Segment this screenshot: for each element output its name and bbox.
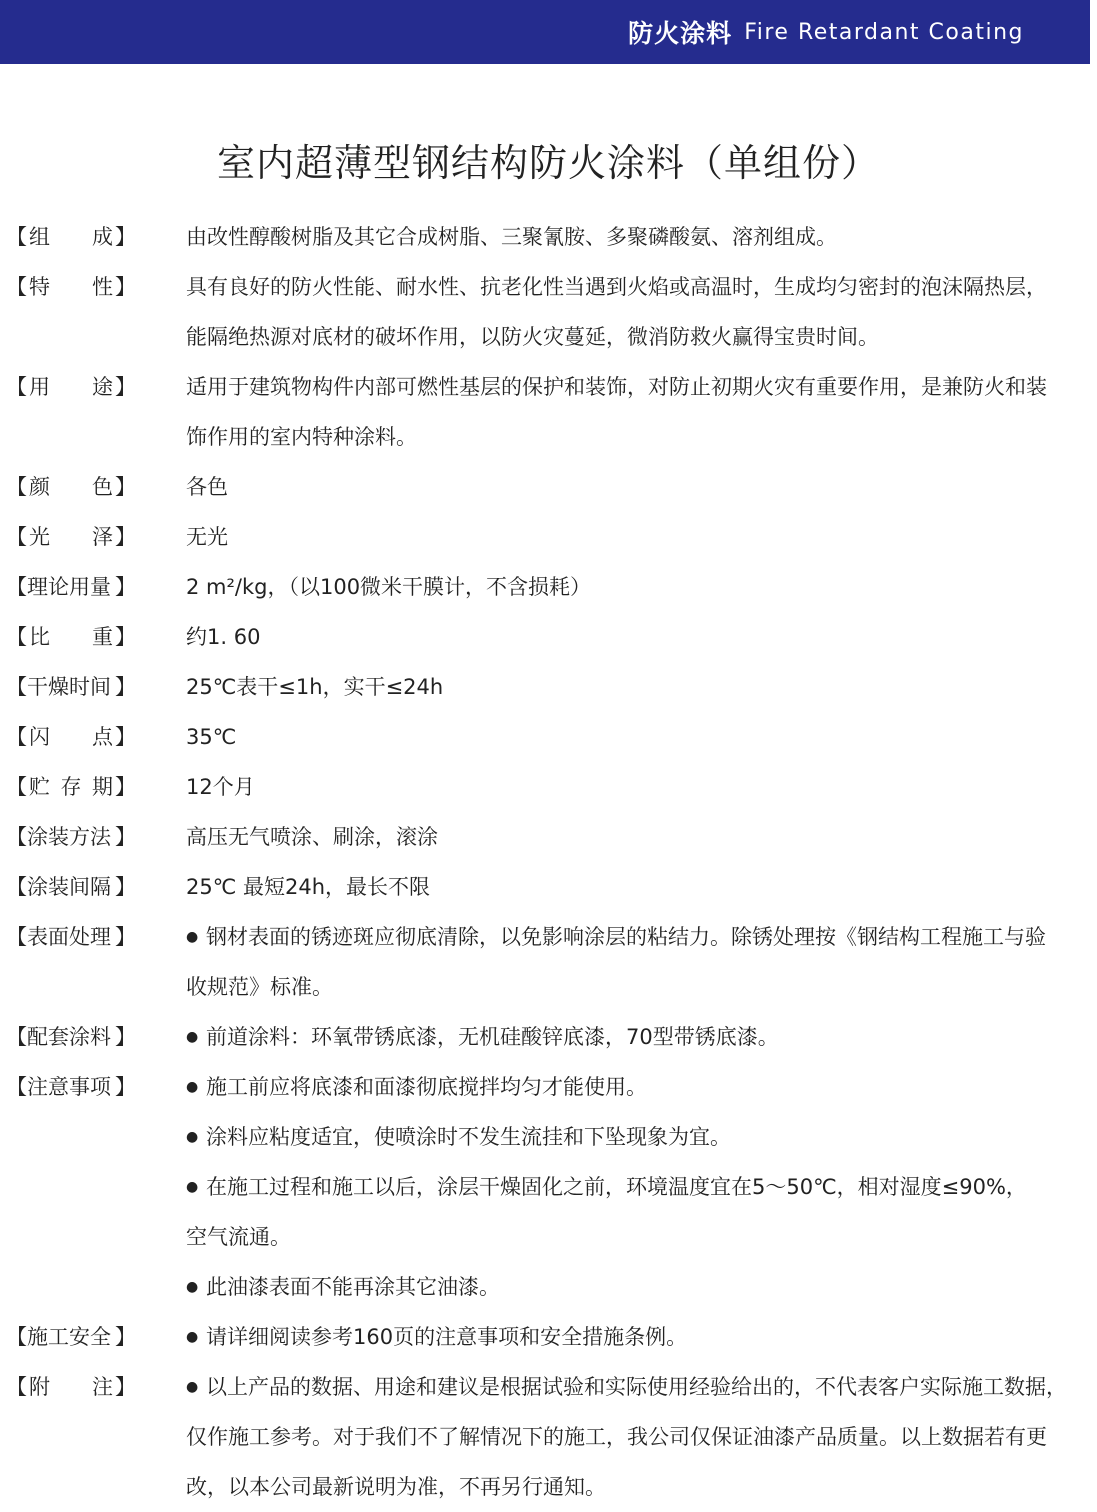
spec-label	[6, 712, 136, 762]
spec-line	[0, 612, 1097, 662]
spec-bullet-text: ● 钢材表面的锈迹斑应彻底清除，以免影响涂层的粘结力。除锈处理按《钢结构工程施工与验	[186, 912, 1093, 962]
label-text: 注意事项	[27, 1075, 111, 1099]
spec-label	[6, 212, 136, 262]
spec-bullet-text: 仅作施工参考。对于我们不了解情况下的施工，我公司仅保证油漆产品质量。以上数据若有更	[186, 1425, 1047, 1449]
label-text: 比 重	[29, 625, 113, 649]
spec-label	[6, 1312, 136, 1362]
label-open-bracket: 【	[6, 825, 27, 849]
page-title: 室内超薄型钢结构防火涂料（单组份）	[216, 141, 880, 185]
spec-value: 2 m²/kg，（以100微米干膜计，不含损耗）	[186, 575, 592, 599]
label-close-bracket: 】	[115, 875, 136, 899]
spec-line	[0, 662, 1097, 712]
spec-line	[0, 412, 1097, 462]
spec-label	[6, 762, 136, 812]
spec-line	[0, 1462, 1097, 1512]
spec-value: 具有良好的防火性能、耐水性、抗老化性当遇到火焰或高温时，生成均匀密封的泡沫隔热层，	[186, 275, 1047, 299]
spec-value: 由改性醇酸树脂及其它合成树脂、三聚氰胺、多聚磷酸氨、溶剂组成。	[186, 225, 837, 249]
spec-line	[0, 1312, 1097, 1362]
label-close-bracket: 】	[115, 575, 136, 599]
spec-value: 12个月	[186, 775, 255, 799]
spec-bullet-text: ● 以上产品的数据、用途和建议是根据试验和实际使用经验给出的，不代表客户实际施工数据，	[186, 1362, 1093, 1412]
spec-bullet-text: 空气流通。	[186, 1225, 291, 1249]
spec-label	[6, 612, 136, 662]
spec-line	[0, 1412, 1097, 1462]
label-close-bracket: 】	[115, 1025, 136, 1049]
spec-line	[0, 312, 1097, 362]
spec-line	[0, 762, 1097, 812]
header-title-cn: 防火涂料	[628, 19, 733, 48]
label-text: 贮 存 期	[29, 775, 113, 799]
spec-line	[0, 462, 1097, 512]
spec-line	[0, 262, 1097, 312]
label-text: 附 注	[29, 1375, 113, 1399]
label-open-bracket: 【	[6, 525, 27, 549]
label-close-bracket: 】	[115, 475, 136, 499]
spec-value: 高压无气喷涂、刷涂，滚涂	[186, 825, 438, 849]
label-open-bracket: 【	[6, 225, 27, 249]
spec-label	[6, 812, 136, 862]
label-close-bracket: 】	[115, 525, 136, 549]
spec-value: 25℃表干≤1h，实干≤24h	[186, 675, 444, 699]
label-open-bracket: 【	[6, 925, 27, 949]
spec-line	[0, 1062, 1097, 1112]
bullet-icon: ●	[186, 1029, 199, 1045]
spec-line	[0, 1012, 1097, 1062]
label-open-bracket: 【	[6, 1075, 27, 1099]
label-text: 用 途	[29, 375, 113, 399]
spec-line	[0, 1212, 1097, 1262]
spec-label	[6, 1012, 136, 1062]
spec-label	[6, 1362, 136, 1412]
label-open-bracket: 【	[6, 675, 27, 699]
label-text: 组 成	[29, 225, 113, 249]
label-text: 颜 色	[29, 475, 113, 499]
spec-bullet-text: ● 施工前应将底漆和面漆彻底搅拌均匀才能使用。	[186, 1062, 1093, 1112]
label-open-bracket: 【	[6, 475, 27, 499]
spec-line	[0, 862, 1097, 912]
spec-label	[6, 462, 136, 512]
label-open-bracket: 【	[6, 725, 27, 749]
bullet-icon: ●	[186, 1379, 199, 1395]
label-close-bracket: 】	[115, 225, 136, 249]
label-open-bracket: 【	[6, 375, 27, 399]
bullet-icon: ●	[186, 1329, 199, 1345]
spec-bullet-text: 改，以本公司最新说明为准，不再另行通知。	[186, 1475, 606, 1499]
spec-line	[0, 1112, 1097, 1162]
label-open-bracket: 【	[6, 775, 27, 799]
header-bar	[0, 0, 1090, 64]
label-open-bracket: 【	[6, 275, 27, 299]
header-title-en: Fire Retardant Coating	[744, 19, 1024, 45]
label-open-bracket: 【	[6, 1025, 27, 1049]
label-close-bracket: 】	[115, 275, 136, 299]
label-open-bracket: 【	[6, 625, 27, 649]
spec-line	[0, 712, 1097, 762]
label-close-bracket: 】	[115, 925, 136, 949]
bullet-icon: ●	[186, 1079, 199, 1095]
spec-line	[0, 912, 1097, 962]
label-close-bracket: 】	[115, 625, 136, 649]
bullet-icon: ●	[186, 929, 199, 945]
spec-bullet-text: ● 在施工过程和施工以后，涂层干燥固化之前，环境温度宜在5～50℃，相对湿度≤90%，	[186, 1162, 1093, 1212]
bullet-icon: ●	[186, 1279, 199, 1295]
spec-bullet-text: 收规范》标准。	[186, 975, 333, 999]
spec-value: 约1. 60	[186, 625, 261, 649]
spec-bullet-text: ● 此油漆表面不能再涂其它油漆。	[186, 1262, 1093, 1312]
bullet-icon: ●	[186, 1179, 199, 1195]
label-close-bracket: 】	[115, 1375, 136, 1399]
spec-bullet-text: ● 前道涂料：环氧带锈底漆，无机硅酸锌底漆，70型带锈底漆。	[186, 1012, 1093, 1062]
spec-line	[0, 1162, 1097, 1212]
spec-label	[6, 362, 136, 412]
label-open-bracket: 【	[6, 1375, 27, 1399]
spec-label	[6, 562, 136, 612]
label-text: 光 泽	[29, 525, 113, 549]
label-text: 表面处理	[27, 925, 111, 949]
label-text: 理论用量	[27, 575, 111, 599]
spec-value: 适用于建筑物构件内部可燃性基层的保护和装饰，对防止初期火灾有重要作用，是兼防火和装	[186, 375, 1047, 399]
label-open-bracket: 【	[6, 575, 27, 599]
spec-value: 35℃	[186, 725, 237, 749]
label-text: 涂装间隔	[27, 875, 111, 899]
label-close-bracket: 】	[115, 1325, 136, 1349]
label-close-bracket: 】	[115, 1075, 136, 1099]
label-text: 闪 点	[29, 725, 113, 749]
label-close-bracket: 】	[115, 825, 136, 849]
spec-value: 能隔绝热源对底材的破坏作用，以防火灾蔓延，微消防救火赢得宝贵时间。	[186, 325, 879, 349]
spec-label	[6, 912, 136, 962]
label-open-bracket: 【	[6, 875, 27, 899]
label-text: 涂装方法	[27, 825, 111, 849]
spec-label	[6, 862, 136, 912]
label-text: 施工安全	[27, 1325, 111, 1349]
spec-label	[6, 262, 136, 312]
spec-line	[0, 212, 1097, 262]
spec-line	[0, 812, 1097, 862]
label-close-bracket: 】	[115, 775, 136, 799]
spec-line	[0, 512, 1097, 562]
bullet-icon: ●	[186, 1129, 199, 1145]
label-text: 特 性	[29, 275, 113, 299]
label-text: 配套涂料	[27, 1025, 111, 1049]
spec-list	[0, 212, 1097, 1512]
spec-label	[6, 512, 136, 562]
spec-value: 25℃ 最短24h，最长不限	[186, 875, 431, 899]
spec-line	[0, 1362, 1097, 1412]
spec-line	[0, 362, 1097, 412]
spec-line	[0, 1262, 1097, 1312]
spec-value: 无光	[186, 525, 228, 549]
spec-value: 饰作用的室内特种涂料。	[186, 425, 417, 449]
spec-bullet-text: ● 请详细阅读参考160页的注意事项和安全措施条例。	[186, 1312, 1093, 1362]
label-close-bracket: 】	[115, 675, 136, 699]
spec-label	[6, 1062, 136, 1112]
spec-bullet-text: ● 涂料应粘度适宜，使喷涂时不发生流挂和下坠现象为宜。	[186, 1112, 1093, 1162]
label-open-bracket: 【	[6, 1325, 27, 1349]
spec-line	[0, 562, 1097, 612]
label-close-bracket: 】	[115, 725, 136, 749]
spec-value: 各色	[186, 475, 228, 499]
label-text: 干燥时间	[27, 675, 111, 699]
label-close-bracket: 】	[115, 375, 136, 399]
spec-line	[0, 962, 1097, 1012]
spec-label	[6, 662, 136, 712]
